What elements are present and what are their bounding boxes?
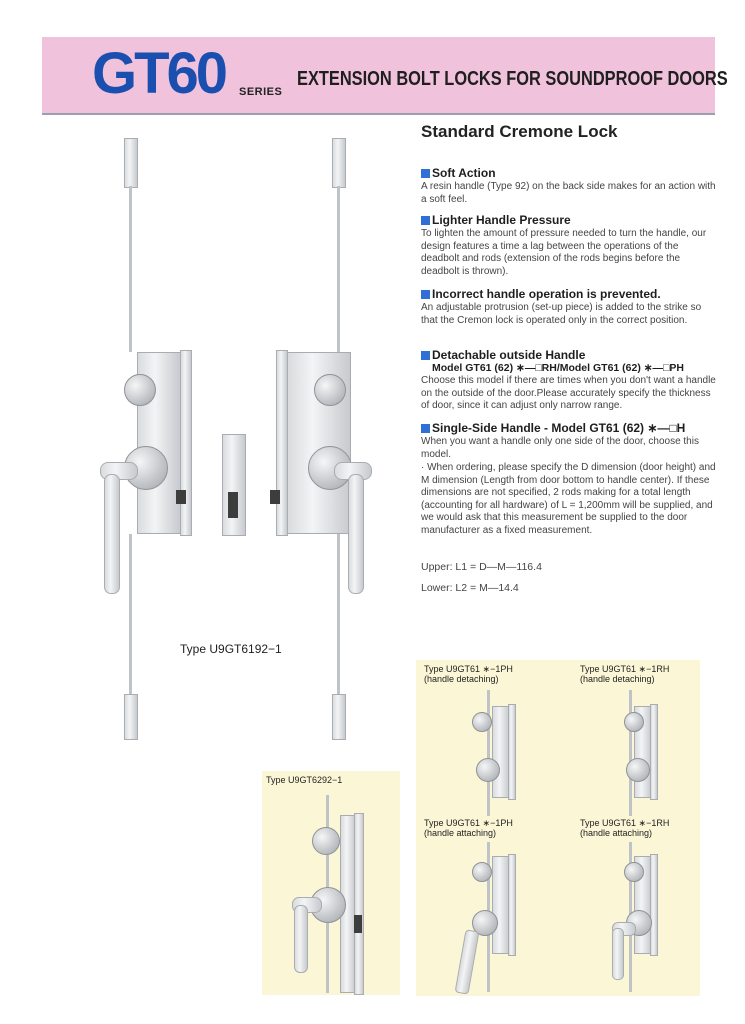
model-logo: GT60 [92, 41, 226, 106]
lever-handle [348, 474, 364, 594]
strike-opening [228, 492, 238, 518]
upper-rod [129, 186, 132, 352]
feature-body: Choose this model if there are times when you don't want a handle on the outside of the door.Please accurately specify the thickness of door, since it can adjust only narrow range. [421, 375, 716, 411]
faceplate [354, 813, 364, 995]
panel-caption: Type U9GT6292−1 [266, 775, 343, 785]
feature-body: When you want a handle only one side of the door, choose this model. [421, 436, 699, 460]
formula-upper: Upper: L1 = D—M—116.4 [421, 561, 542, 573]
section-title: Standard Cremone Lock [421, 122, 618, 141]
feature-detachable-handle [421, 348, 716, 413]
header-divider [42, 113, 715, 115]
strike-plate [222, 434, 246, 536]
feature-body: To lighten the amount of pressure needed to turn the handle, our design features a time a lag between the operations of the deadbolt and rods (extension of the rods begins before the deadbolt is thrown). [421, 228, 707, 277]
panel-u9gt61-variants [416, 660, 700, 996]
caption-tl-type: Type U9GT61 ∗−1PH [424, 664, 513, 674]
feature-incorrect-operation [421, 287, 716, 327]
top-bolt [124, 138, 138, 188]
lever-rose [626, 758, 650, 782]
bullet-square-icon [421, 169, 430, 178]
feature-single-side-handle [421, 421, 716, 537]
feature-title: Single-Side Handle - Model GT61 (62) ∗—□H [432, 421, 686, 435]
page-title: EXTENSION BOLT LOCKS FOR SOUNDPROOF DOORS [297, 68, 728, 90]
feature-body: An adjustable protrusion (set-up piece) is added to the strike so that the Cremon lock is operated only in the correct position. [421, 302, 702, 326]
cylinder-knob [314, 374, 346, 406]
feature-title: Soft Action [432, 166, 496, 180]
bottom-bolt [332, 694, 346, 740]
feature-model: Model GT61 (62) ∗—□RH/Model GT61 (62) ∗—□PH [432, 362, 684, 374]
cylinder-knob [472, 712, 492, 732]
main-type-caption: Type U9GT6192−1 [180, 642, 282, 656]
feature-lighter-pressure [421, 213, 716, 278]
formula-lower: Lower: L2 = M—14.4 [421, 582, 519, 594]
cylinder-knob [124, 374, 156, 406]
panel-u9gt6292 [262, 771, 400, 995]
bullet-square-icon [421, 424, 430, 433]
top-bolt [332, 138, 346, 188]
feature-title: Incorrect handle operation is prevented. [432, 287, 661, 301]
rod [487, 690, 490, 816]
lever-handle [294, 905, 308, 973]
feature-body: A resin handle (Type 92) on the back side makes for an action with a soft feel. [421, 181, 716, 205]
upper-rod [337, 186, 340, 352]
cylinder-knob [624, 712, 644, 732]
series-label: SERIES [239, 86, 283, 98]
bullet-square-icon [421, 216, 430, 225]
lever-rose [476, 758, 500, 782]
faceplate [180, 350, 192, 536]
lever-handle [455, 929, 480, 994]
feature-title: Lighter Handle Pressure [432, 213, 571, 227]
faceplate [508, 704, 516, 800]
bullet-square-icon [421, 351, 430, 360]
deadbolt [270, 490, 280, 504]
caption-tl-note: (handle detaching) [424, 674, 499, 684]
feature-soft-action [421, 166, 716, 206]
cylinder-knob [624, 862, 644, 882]
lower-rod [337, 534, 340, 694]
bullet-square-icon [421, 290, 430, 299]
faceplate [650, 704, 658, 800]
caption-br-note: (handle attaching) [580, 828, 653, 838]
feature-title: Detachable outside Handle [432, 348, 586, 362]
bottom-bolt [124, 694, 138, 740]
cylinder-knob [472, 862, 492, 882]
caption-tr-note: (handle detaching) [580, 674, 655, 684]
cylinder-knob [312, 827, 340, 855]
faceplate [650, 854, 658, 956]
faceplate [508, 854, 516, 956]
caption-tr-type: Type U9GT61 ∗−1RH [580, 664, 670, 674]
rod [629, 690, 632, 816]
caption-bl-type: Type U9GT61 ∗−1PH [424, 818, 513, 828]
caption-bl-note: (handle attaching) [424, 828, 497, 838]
lower-rod [129, 534, 132, 694]
caption-br-type: Type U9GT61 ∗−1RH [580, 818, 670, 828]
deadbolt [176, 490, 186, 504]
lever-handle [612, 928, 624, 980]
lever-handle [104, 474, 120, 594]
deadbolt [354, 915, 362, 933]
feature-order-note: · When ordering, please specify the D dimension (door height) and M dimension (Length from door bottom to handle center). If these dimensions are not specified, 2 rods making for a total length (accounting for all hardware) of L = 1,200mm will be supplied, and we would ask that this measurement be supplied to the door manufacturer as a fixed measurement. [421, 462, 716, 536]
